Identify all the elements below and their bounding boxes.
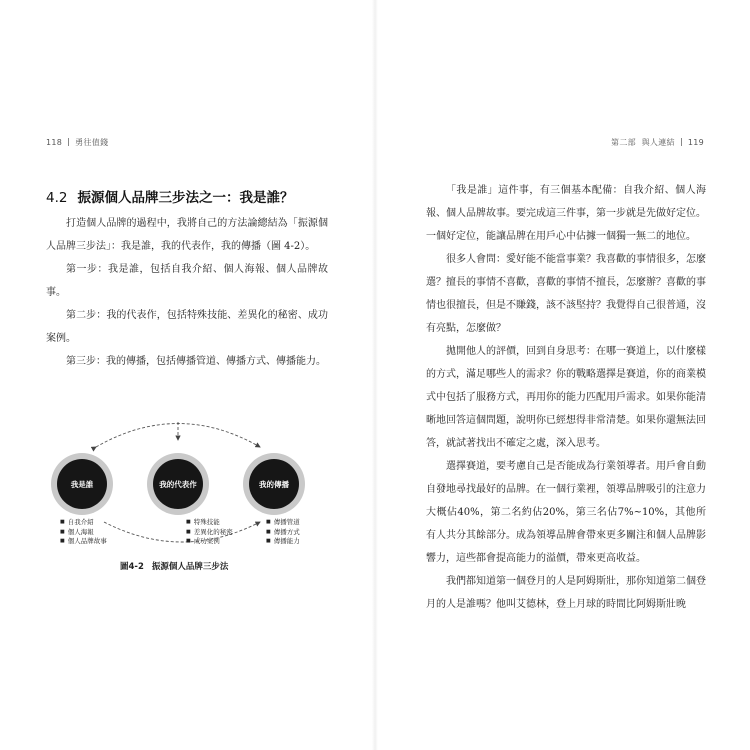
list-item: ■ 傳播方式 (266, 528, 300, 538)
list-item: ■ 傳播能力 (266, 537, 300, 547)
header-divider (68, 138, 69, 146)
bottom-dashed-arc (104, 522, 260, 542)
paragraph: 選擇賽道，要考慮自己是否能成為行業領導者。用戶會自動自發地尋找最好的品牌。在一個行業裡，領導品牌吸引的注意力大概佔40%，第二名約佔20%，第三名佔7%~10%，其他所有人共分其餘部分。成為領導品牌會帶來更多關注和個人品牌影響力，這些都會提高能力的溢價，帶來更高收益。 (426, 461, 706, 564)
bullet-list-masterpiece (186, 518, 233, 547)
three-step-diagram (46, 412, 326, 582)
section-number: 4.2 (46, 190, 68, 206)
book-title: 勇往值錢 (75, 138, 109, 147)
part-number: 第二部 (611, 138, 636, 147)
figure-number: 圖4-2 (120, 562, 144, 572)
bullet-list-who (60, 518, 107, 547)
paragraph: 拋開他人的評價，回到自身思考：在哪一賽道上，以什麼樣的方式，滿足哪些人的需求？你的戰略選擇是賽道，你的商業模式中包括了服務方式，再用你的能力匹配用戶需求。如果你能清晰地回答這個問題，說明你已經想得非常清楚。如果你還無法回答，就試著找出不確定之處，深入思考。 (426, 346, 706, 449)
part-title: 與人連結 (641, 138, 675, 147)
paragraph: 第二步：我的代表作，包括特殊技能、差異化的秘密、成功案例。 (46, 310, 328, 344)
header-divider (681, 138, 682, 146)
list-item: ■ 特殊技能 (186, 518, 233, 528)
paragraph: 很多人會問：愛好能不能當事業？我喜歡的事情很多，怎麼選？擅長的事情不喜歡，喜歡的事情不擅長，怎麼辦？喜歡的事情也很擅長，但是不賺錢，該不該堅持？我覺得自己很普通，沒有亮點，怎麼做？ (426, 254, 706, 334)
left-page (0, 0, 374, 750)
right-page (376, 0, 750, 750)
circle-label-masterpiece: 我的代表作 (159, 480, 197, 489)
page-number: 118 (46, 138, 63, 147)
right-running-header (611, 137, 704, 148)
paragraph: 「我是誰」這件事，有三個基本配備：自我介紹、個人海報、個人品牌故事。要完成這三件事，第一步就是先做好定位。一個好定位，能讓品牌在用戶心中佔據一個獨一無二的地位。 (426, 185, 706, 242)
diagram-graphic (46, 412, 326, 582)
circle-label-who: 我是誰 (70, 480, 94, 489)
paragraph: 我們都知道第一個登月的人是阿姆斯壯，那你知道第二個登月的人是誰嗎？他叫艾德林，登上月球的時間比阿姆斯壯晚 (426, 576, 706, 610)
left-running-header (46, 137, 108, 148)
figure-title: 振源個人品牌三步法 (151, 562, 229, 572)
page-number: 119 (687, 138, 704, 147)
paragraph: 第三步：我的傳播，包括傳播管道、傳播方式、傳播能力。 (66, 356, 326, 367)
section-title: 振源個人品牌三步法之一：我是誰？ (77, 190, 294, 206)
bullet-list-spread (266, 518, 300, 547)
list-item: ■ 傳播管道 (266, 518, 300, 528)
list-item: ■ 個人品牌故事 (60, 537, 107, 547)
list-item: ■ 個人海報 (60, 528, 107, 538)
right-body-text (426, 179, 706, 616)
left-body-text (46, 212, 328, 373)
figure-caption (120, 560, 228, 572)
paragraph: 打造個人品牌的過程中，我將自己的方法論總結為「振源個人品牌三步法」：我是誰，我的代表作，我的傳播（圖 4-2）。 (46, 218, 328, 252)
circle-label-spread: 我的傳播 (259, 480, 289, 489)
list-item: ■ 成功案例 (186, 537, 233, 547)
section-heading (46, 186, 293, 206)
list-item: ■ 自我介紹 (60, 518, 107, 528)
paragraph: 第一步：我是誰，包括自我介紹、個人海報、個人品牌故事。 (46, 264, 328, 298)
list-item: ■ 差異化的秘密 (186, 528, 233, 538)
